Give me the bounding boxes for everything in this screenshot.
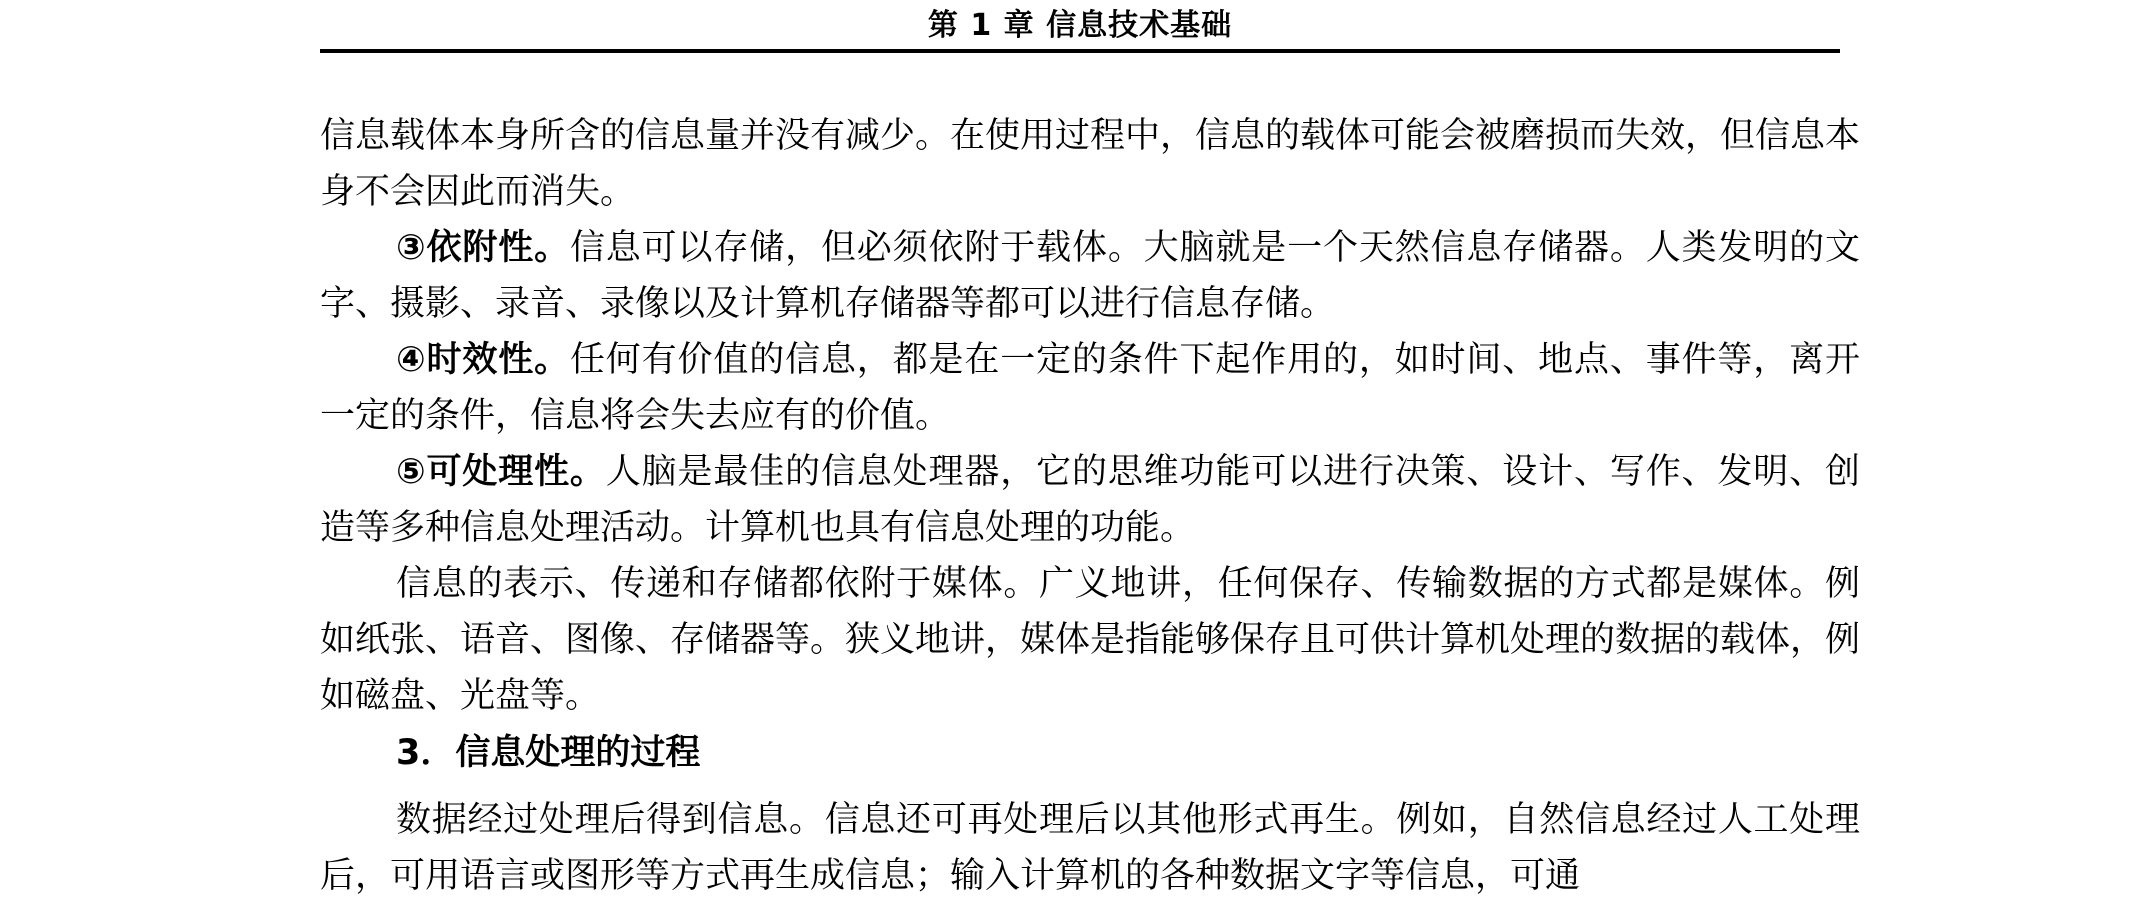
paragraph-text: 数据经过处理后得到信息。信息还可再处理后以其他形式再生。例如，自然信息经过人工处理后，可用语言或图形等方式再生成信息；输入计算机的各种数据文字等信息，可通 (320, 800, 1860, 896)
paragraph-dependency (320, 220, 1860, 332)
header-rule (320, 49, 1840, 53)
running-header: 第 1 章 信息技术基础 (927, 8, 1233, 43)
paragraph-term: ⑤可处理性。 (396, 452, 606, 492)
paragraph-text: 信息的表示、传递和存储都依附于媒体。广义地讲，任何保存、传输数据的方式都是媒体。例如纸张、语音、图像、存储器等。狭义地讲，媒体是指能够保存且可供计算机处理的数据的载体，例如磁盘、光盘等。 (320, 564, 1861, 716)
paragraph-text: 任何有价值的信息，都是在一定的条件下起作用的，如时间、地点、事件等，离开一定的条件，信息将会失去应有的价值。 (320, 340, 1860, 436)
paragraph-timeliness (320, 332, 1860, 444)
paragraph-term: ③依附性。 (396, 228, 570, 268)
paragraph-1 (320, 108, 1860, 220)
paragraph-media (320, 556, 1860, 724)
paragraph-processability (320, 444, 1860, 556)
paragraph-term: ④时效性。 (396, 340, 570, 380)
section-heading: 3．信息处理的过程 (396, 733, 701, 773)
paragraph-text: 人脑是最佳的信息处理器，它的思维功能可以进行决策、设计、写作、发明、创造等多种信息处理活动。计算机也具有信息处理的功能。 (320, 452, 1860, 548)
paragraph-text: 信息载体本身所含的信息量并没有减少。在使用过程中，信息的载体可能会被磨损而失效，但信息本身不会因此而消失。 (320, 116, 1861, 212)
paragraph-text: 信息可以存储，但必须依附于载体。大脑就是一个天然信息存储器。人类发明的文字、摄影、录音、录像以及计算机存储器等都可以进行信息存储。 (320, 228, 1860, 324)
paragraph-processing (320, 792, 1860, 904)
page-body (320, 108, 1860, 904)
